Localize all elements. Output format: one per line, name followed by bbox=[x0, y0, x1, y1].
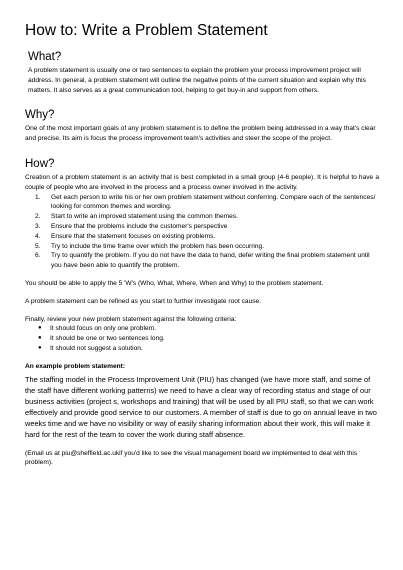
list-item: ● It should be one or two sentences long. bbox=[38, 335, 165, 343]
what-body: A problem statement is usually one or two sentences to explain the problem your process improvement project will address. In general, a problem statement will outline the negative points of the current situation and explain why this matters. It also serves as a great communication tool, helping to get buy-in and support from others. bbox=[28, 67, 366, 94]
list-item: 4. Ensure that the statement focuses on existing problems. bbox=[35, 232, 216, 240]
email-note: (Email us at piu@sheffield.ac.ukif you'd like to see the visual management board we implemented to deal with this problem). bbox=[25, 449, 358, 467]
list-item: 1. Get each person to write his or her own problem statement without conferring. Compare each of the sentences/ looking for common themes and wording. bbox=[35, 193, 376, 211]
why-body: One of the most important goals of any problem statement is to define the problem being addressed in a way that's clear and precise. Its aim is focus the process improvement team's activities and steer the scope of the project. bbox=[25, 125, 376, 143]
example-heading: An example problem statement: bbox=[25, 362, 126, 370]
criteria-list bbox=[38, 324, 379, 353]
why-heading: Why? bbox=[25, 109, 55, 122]
five-ws-text: You should be able to apply the 5 'W's (Who, What, Where, When and Why) to the problem statement. bbox=[25, 279, 324, 287]
bullet-icon: ● bbox=[38, 325, 42, 332]
steps-list bbox=[29, 193, 379, 271]
example-body: The staffing model in the Process Improvement Unit (PIU) has changed (we have more staff, and some of the staff have different working patterns) we need to have a clear way of recording status and stage of our business activities (project s, workshops and training) that will be used by all PIU staff, so that we can work effectively and provide good service to our customers. A member of staff is due to go on annual leave in two weeks time and we have no visibility or way of easily sharing information about their work, this will make it hard for the rest of the team to cover the work during staff absence. bbox=[25, 374, 377, 439]
finally-text: Finally, review your new problem statement against the following criteria: bbox=[25, 315, 237, 323]
list-item: ● It should not suggest a solution. bbox=[38, 344, 143, 352]
list-item: ● It should focus on only one problem. bbox=[38, 325, 156, 333]
refined-text: A problem statement can be refined as you start to further investigate root cause. bbox=[25, 297, 262, 305]
list-item: 6. Try to quantify the problem. If you do not have the data to hand, defer writing the final problem statement until you have been able to quantify the problem. bbox=[35, 252, 370, 270]
list-item: 2. Start to write an improved statement using the common themes. bbox=[35, 213, 238, 221]
how-heading: How? bbox=[25, 157, 55, 170]
what-heading: What? bbox=[28, 51, 62, 63]
list-item: 3. Ensure that the problems include the customer's perspective bbox=[35, 222, 228, 230]
page-title: How to: Write a Problem Statement bbox=[25, 22, 268, 39]
bullet-icon: ● bbox=[38, 335, 42, 342]
list-item: 5. Try to include the time frame over which the problem has been occurring. bbox=[35, 242, 265, 250]
bullet-icon: ● bbox=[38, 344, 42, 351]
how-intro: Creation of a problem statement is an activity that is best completed in a small group (4-6 people). It is helpful to have a couple of people who are involved in the process and a process owner involved in the activity. bbox=[25, 173, 379, 191]
